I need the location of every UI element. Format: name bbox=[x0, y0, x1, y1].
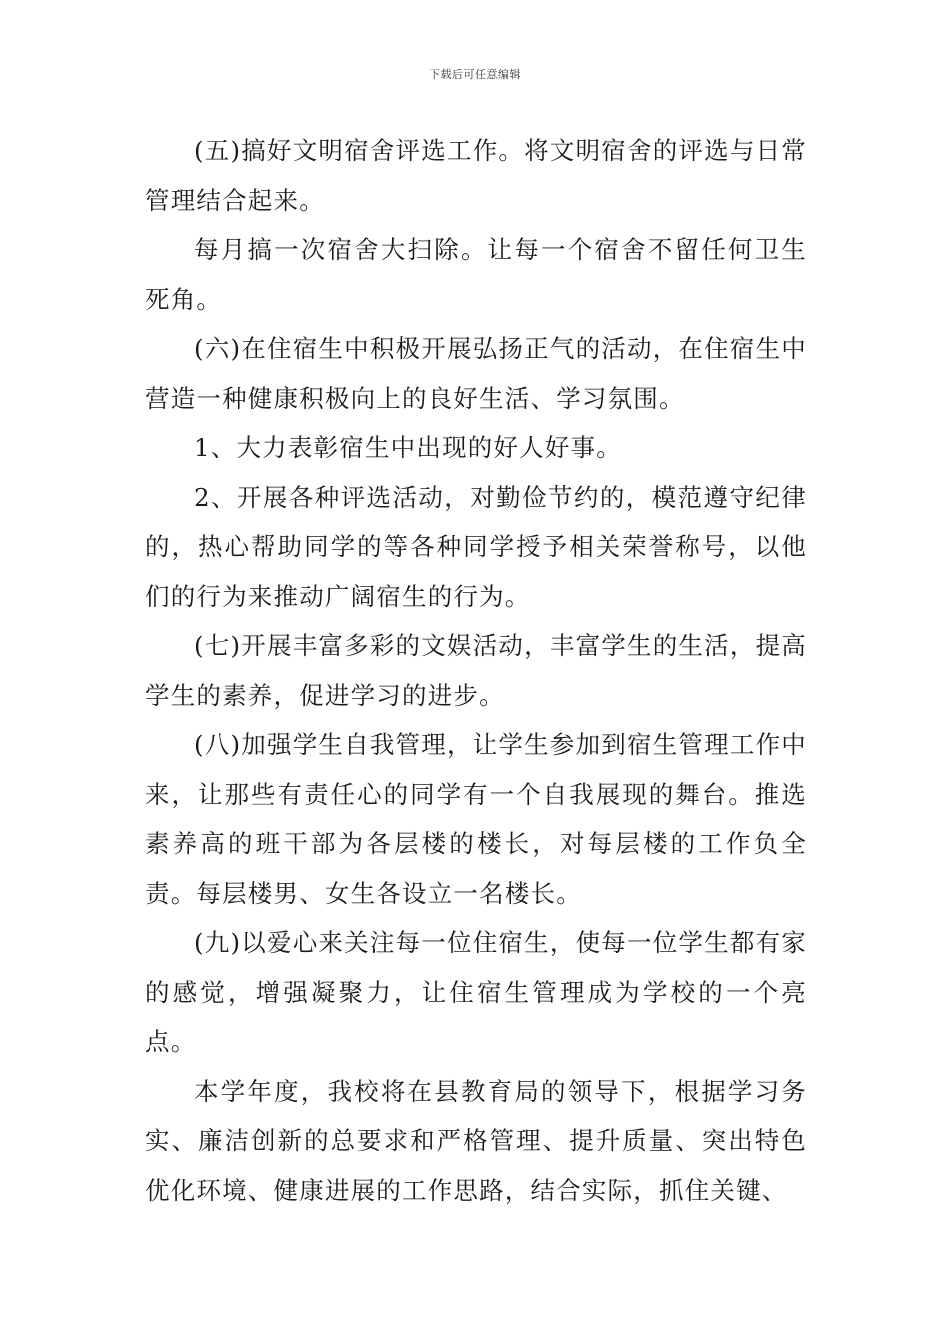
paragraph: (六)在住宿生中积极开展弘扬正气的活动，在住宿生中营造一种健康积极向上的良好生活、学习氛围。 bbox=[145, 334, 807, 413]
paragraph: (七)开展丰富多彩的文娱活动，丰富学生的生活，提高学生的素养，促进学习的进步。 bbox=[145, 631, 807, 710]
document-body bbox=[145, 126, 807, 1215]
paragraph: 1、大力表彰宿生中出现的好人好事。 bbox=[194, 433, 622, 462]
paragraph: 本学年度，我校将在县教育局的领导下，根据学习务实、廉洁创新的总要求和严格管理、提升质量、突出特色优化环境、健康进展的工作思路，结合实际，抓住关键、 bbox=[145, 1076, 807, 1205]
page-header: 下载后可任意编辑 bbox=[429, 68, 521, 81]
paragraph: (五)搞好文明宿舍评选工作。将文明宿舍的评选与日常管理结合起来。 bbox=[145, 136, 807, 215]
paragraph: 2、开展各种评选活动，对勤俭节约的，模范遵守纪律的，热心帮助同学的等各种同学授予相关荣誉称号，以他们的行为来推动广阔宿生的行为。 bbox=[145, 482, 807, 611]
paragraph: 每月搞一次宿舍大扫除。让每一个宿舍不留任何卫生死角。 bbox=[145, 235, 807, 314]
paragraph: (八)加强学生自我管理，让学生参加到宿生管理工作中来，让那些有责任心的同学有一个自我展现的舞台。推选素养高的班干部为各层楼的楼长，对每层楼的工作负全责。每层楼男、女生各设立一名楼长。 bbox=[145, 730, 807, 908]
paragraph: (九)以爱心来关注每一位住宿生，使每一位学生都有家的感觉，增强凝聚力，让住宿生管理成为学校的一个亮点。 bbox=[145, 928, 807, 1056]
